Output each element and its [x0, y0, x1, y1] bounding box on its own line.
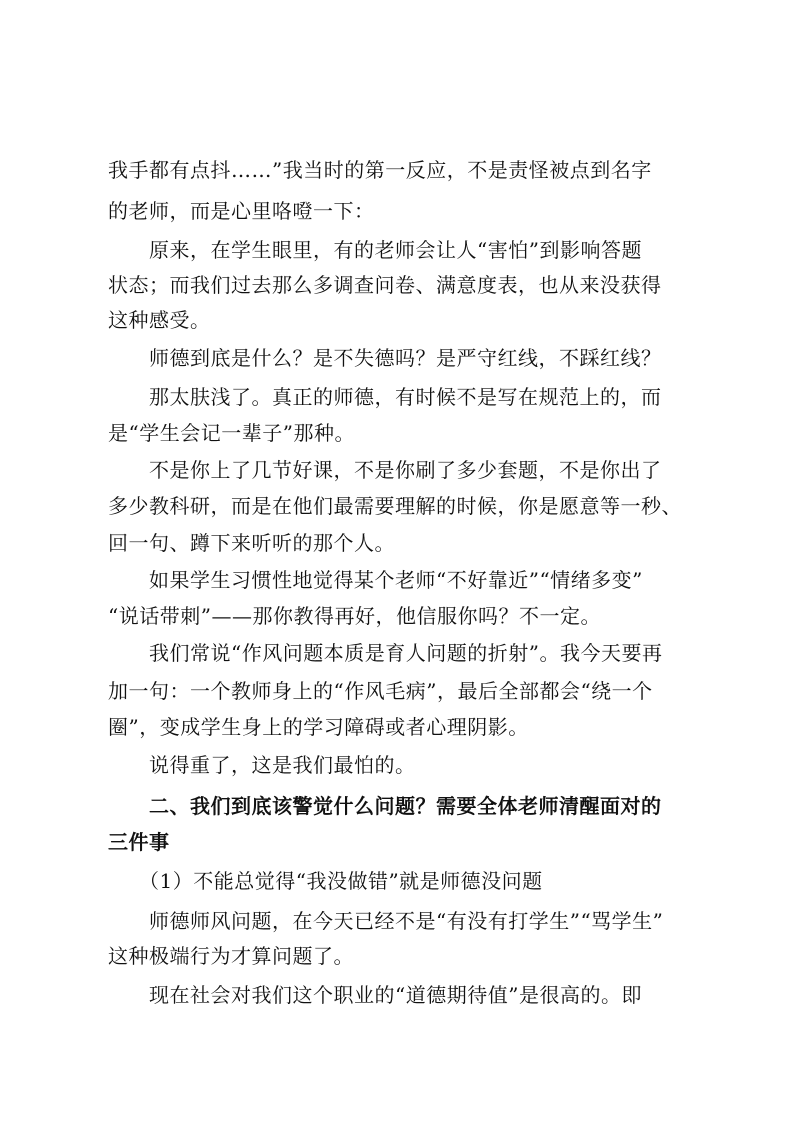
- body-line: 圈”，变成学生身上的学习障碍或者心理阴影。: [108, 715, 529, 739]
- body-line: 原来，在学生眼里，有的老师会让人“害怕”到影响答题: [108, 238, 642, 262]
- body-line: 师德师风问题，在今天已经不是“有没有打学生”“骂学生”: [108, 909, 664, 933]
- section-heading-line: 三件事: [108, 830, 170, 854]
- body-line: 加一句：一个教师身上的“作风毛病”，最后全部都会“绕一个: [108, 679, 653, 703]
- body-line: 我们常说“作风问题本质是育人问题的折射”。我今天要再: [108, 641, 663, 665]
- body-line: 状态；而我们过去那么多调查问卷、满意度表，也从来没获得: [108, 273, 662, 297]
- subsection-heading: （1）不能总觉得“我没做错”就是师德没问题: [108, 869, 543, 893]
- body-line: 回一句、蹲下来听听的那个人。: [108, 531, 395, 555]
- body-line: 我手都有点抖……”我当时的第一反应，不是责怪被点到名字: [108, 158, 652, 182]
- body-line: 这种感受。: [108, 308, 211, 332]
- section-heading-line: 二、我们到底该警觉什么问题？需要全体老师清醒面对的: [108, 794, 662, 818]
- body-line: 那太肤浅了。真正的师德，有时候不是写在规范上的，而: [108, 385, 662, 409]
- body-line: 不是你上了几节好课，不是你刷了多少套题，不是你出了: [108, 458, 662, 482]
- body-line: 是“学生会记一辈子”那种。: [108, 421, 355, 445]
- body-line: 师德到底是什么？是不失德吗？是严守红线，不踩红线？: [108, 346, 662, 370]
- body-line: 这种极端行为才算问题了。: [108, 944, 354, 968]
- body-line: 多少教科研，而是在他们最需要理解的时候，你是愿意等一秒、: [108, 494, 682, 518]
- body-line: 如果学生习惯性地觉得某个老师“不好靠近”“情绪多变”: [108, 568, 643, 592]
- body-line: 的老师，而是心里咯噔一下：: [108, 199, 375, 223]
- body-line: 现在社会对我们这个职业的“道德期待值”是很高的。即: [108, 983, 642, 1007]
- body-line: 说得重了，这是我们最怕的。: [108, 753, 416, 777]
- body-line: “说话带刺”——那你教得再好，他信服你吗？不一定。: [108, 604, 601, 628]
